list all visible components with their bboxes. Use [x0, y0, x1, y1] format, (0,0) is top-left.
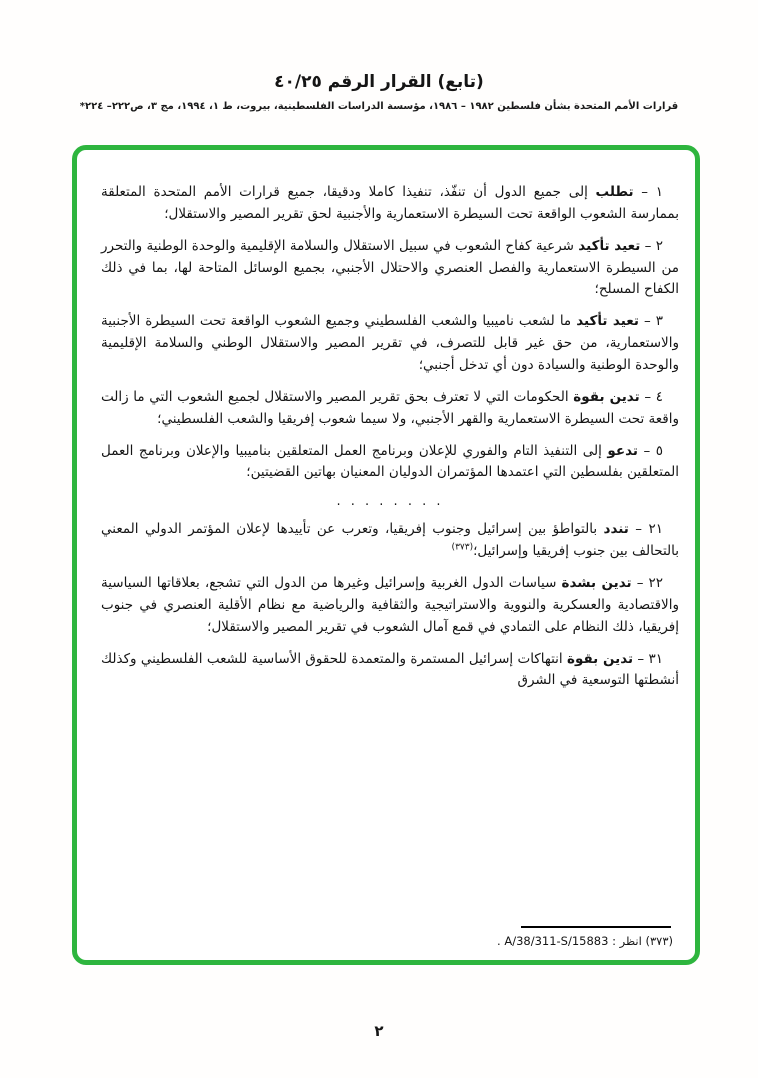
content-frame — [72, 145, 700, 965]
paragraph-1 — [101, 182, 679, 226]
footnote-period: . — [497, 934, 501, 948]
paragraph-lead: تدين بشدة — [561, 575, 632, 592]
omitted-text-ellipsis: . . . . . . . . — [336, 494, 444, 510]
paragraph-number: ٥ – — [643, 442, 664, 459]
paragraph-number: ١ – — [641, 184, 663, 200]
paragraph-3 — [101, 311, 679, 377]
footnote-reference-marker: (٣٧٣) — [451, 542, 474, 553]
page-header — [0, 0, 758, 112]
paragraph-number: ٢ – — [644, 237, 663, 254]
paragraph-31 — [101, 649, 679, 693]
paragraph-number: ٣ – — [643, 313, 664, 330]
page-number: ٢ — [374, 1022, 384, 1040]
paragraph-number: ٢٢ – — [636, 575, 664, 592]
paragraph-number: ٤ – — [644, 388, 663, 405]
paragraph-lead: تعيد تأكيد — [578, 237, 641, 254]
paragraph-5 — [101, 441, 679, 485]
paragraph-4 — [101, 387, 679, 431]
paragraph-text: انتهاكات إسرائيل المستمرة والمتعمدة للحقوق الأساسية للشعب الفلسطيني وكذلك أنشطتها التوسعية في الشرق — [101, 650, 679, 689]
footnote — [97, 934, 673, 948]
footnote-document-symbol: A/38/311-S/15883 — [504, 934, 609, 948]
paragraph-lead: تدعو — [607, 442, 638, 459]
paragraph-text: شرعية كفاح الشعوب في سبيل الاستقلال والسلامة الإقليمية والوحدة الوطنية والتحرر من السيطرة الاستعمارية والفصل العنصري والاحتلال الأجنبي، بجميع الوسائل المتاحة لها، بما في ذلك الكفاح المسلح؛ — [101, 237, 679, 298]
footnote-label: انظر : — [612, 934, 642, 948]
paragraph-text: سياسات الدول الغربية وإسرائيل وغيرها من الدول التي تشجع، بعلاقاتها السياسية والاقتصادية والعسكرية والنووية والاستراتيجية والثقافية والرياضية مع نظام الأقلية العنصري في جنوب إفريقيا، ذلك النظام على التمادي في قمع آمال الشعوب في تقرير المصير والاستقلال؛ — [101, 575, 679, 635]
paragraph-lead: تندد — [603, 521, 629, 538]
footnote-separator-rule — [521, 926, 671, 928]
paragraph-number: ٣١ – — [637, 650, 664, 667]
paragraph-text: ما لشعب ناميبيا والشعب الفلسطيني وجميع الشعوب الواقعة تحت السيطرة الأجنبية والاستعمارية، من حق غير قابل للتصرف، في تقرير المصير والاستقلال الوطني والسلامة الإقليمية والوحدة الوطنية والسيادة دون أي تدخل أجنبي؛ — [101, 313, 679, 374]
paragraph-text: إلى جميع الدول أن تنفّذ، تنفيذا كاملا ودقيقا، جميع قرارات الأمم المتحدة المتعلقة بممارسة الشعوب الواقعة تحت السيطرة الاستعمارية والأجنبية لحق تقرير المصير والاستقلال؛ — [101, 184, 679, 222]
paragraph-text: إلى التنفيذ التام والفوري للإعلان وبرنامج العمل المتعلقين بناميبيا والإعلان وبرنامج العمل المتعلقين بفلسطين التي اعتمدها المؤتمران الدوليان المعنيان بهاتين القضيتين؛ — [101, 442, 679, 481]
resolution-title: (تابع) القرار الرقم ٤٠/٢٥ — [274, 72, 484, 92]
footnote-area — [97, 926, 673, 948]
paragraph-22 — [101, 573, 679, 639]
paragraph-lead: تطلب — [595, 184, 634, 200]
resolution-body — [101, 182, 679, 692]
paragraph-21 — [101, 519, 679, 563]
paragraph-lead: تدين بقوة — [567, 650, 634, 667]
paragraph-text: بالتواطؤ بين إسرائيل وجنوب إفريقيا، وتعرب عن تأييدها لإعلان المؤتمر الدولي المعني بالتحالف بين جنوب إفريقيا وإسرائيل؛ — [101, 521, 679, 560]
paragraph-lead: تدين بقوة — [573, 388, 640, 405]
paragraph-number: ٢١ – — [635, 521, 663, 538]
paragraph-text: الحكومات التي لا تعترف بحق تقرير المصير والاستقلال لجميع الشعوب التي ما زالت واقعة تحت السيطرة الاستعمارية والقهر الأجنبي، ولا سيما شعوب إفريقيا والشعب الفلسطيني؛ — [101, 388, 679, 427]
paragraph-lead: تعيد تأكيد — [576, 313, 639, 330]
paragraph-2 — [101, 236, 679, 302]
source-citation: قرارات الأمم المتحدة بشأن فلسطين ١٩٨٢ – ١٩٨٦، مؤسسة الدراسات الفلسطينية، بيروت، ط ١، ١٩٩٤، مج ٣، ص٢٢٢– ٢٢٤* — [79, 101, 679, 112]
footnote-marker: (٣٧٣) — [645, 934, 673, 948]
